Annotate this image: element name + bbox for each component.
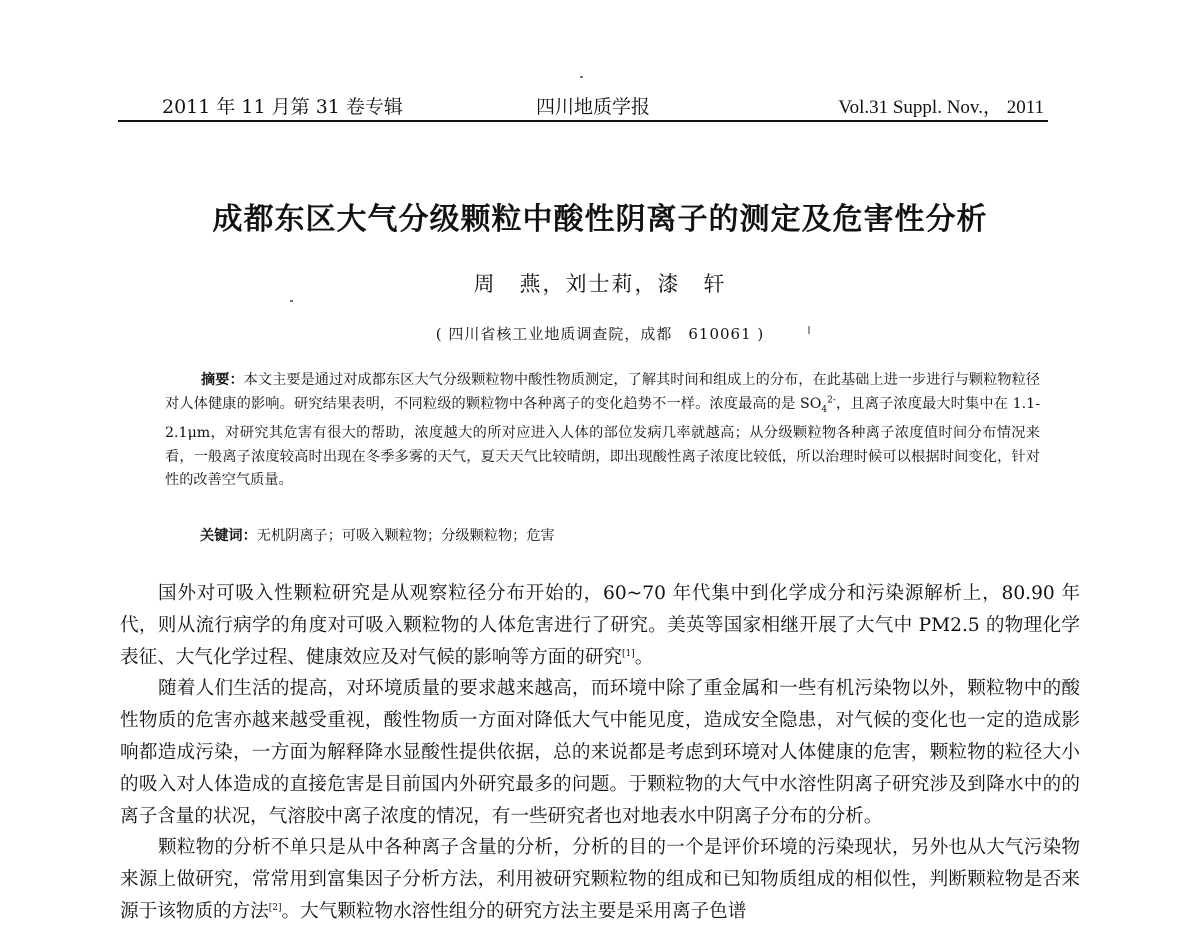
keywords-label: 关键词： (200, 528, 257, 544)
abstract-text-part1: 本文主要是通过对成都东区大气分级颗粒物中酸性物质测定，了解其时间和组成上的分布，在此基础上进一步进行与颗粒物粒径对人体健康的影响。研究结果表明，不同粒级的颗粒物中各种离子的变化趋势不一样。浓度最高的是 SO (165, 372, 1040, 412)
body-p3-text: 颗粒物的分析不单只是从中各种离子含量的分析，分析的目的一个是评价环境的污染现状，另外也从大气污染物来源上做研究，常常用到富集因子分析方法，利用被研究颗粒物的组成和已知物质组成的相似性，判断颗粒物是否来源于该物质的方法 (120, 837, 1080, 922)
body-p1-text: 国外对可吸入性颗粒研究是从观察粒径分布开始的，60~70 年代集中到化学成分和污染源解析上，80.90 年代，则从流行病学的角度对可吸入颗粒物的人体危害进行了研究。美英等国家相继开展了大气中 PM2.5 的物理化学表征、大气化学过程、健康效应及对气候的影响等方面的研究 (120, 583, 1080, 668)
header-journal-name: 四川地质学报 (536, 96, 651, 118)
sulfate-superscript: 2- (827, 394, 836, 405)
body-paragraph-3 (120, 832, 1080, 927)
citation-ref-2: [2] (268, 902, 282, 913)
sulfate-subscript: 4 (821, 404, 828, 415)
keywords (200, 525, 555, 545)
body-text (120, 578, 1080, 927)
abstract-text-part2: ，且离子浓度最大时集中在 1.1-2.1μm，对研究其危害有很大的帮助，浓度越大的所对应进入人体的部位发病几率就越高；从分级颗粒物各种离子浓度值时间分布情况来看，一般离子浓度较高时出现在冬季多雾的天气，夏天天气比较晴朗，即出现酸性离子浓度比较低，所以治理时候可以根据时间变化，针对性的改善空气质量。 (165, 395, 1040, 489)
scan-speck (290, 300, 293, 302)
author-affiliation: ( 四川省核工业地质调查院，成都 610061 ) (435, 325, 765, 343)
header-volume-info: Vol.31 Suppl. Nov.， 2011 (838, 97, 1044, 118)
header-issue-info: 2011 年 11 月第 31 卷专辑 (162, 96, 403, 118)
body-paragraph-2: 随着人们生活的提高，对环境质量的要求越来越高，而环境中除了重金属和一些有机污染物以外，颗粒物中的酸性物质的危害亦越来越受重视，酸性物质一方面对降低大气中能见度，造成安全隐患，对气候的变化也一定的造成影响都造成污染，一方面为解释降水显酸性提供依据，总的来说都是考虑到环境对人体健康的危害，颗粒物的粒径大小的吸入对人体造成的直接危害是目前国内外研究最多的问题。于颗粒物的大气中水溶性阴离子研究涉及到降水中的的离子含量的状况，气溶胶中离子浓度的情况，有一些研究者也对地表水中阴离子分布的分析。 (120, 678, 1080, 827)
body-p3-end: 。大气颗粒物水溶性组分的研究方法主要是采用离子色谱 (281, 900, 747, 922)
body-p1-end: 。 (634, 646, 654, 668)
citation-ref-1: [1] (622, 648, 635, 659)
abstract (165, 369, 1040, 493)
keywords-text: 无机阴离子；可吸入颗粒物；分级颗粒物；危害 (256, 528, 555, 544)
scan-speck (580, 76, 583, 78)
abstract-label: 摘要： (201, 372, 244, 388)
paper-authors: 周 燕，刘士莉，漆 轩 (473, 272, 727, 296)
body-paragraph-1 (120, 578, 1080, 673)
paper-title: 成都东区大气分级颗粒中酸性阴离子的测定及危害性分析 (212, 202, 988, 237)
running-header (118, 90, 1048, 122)
